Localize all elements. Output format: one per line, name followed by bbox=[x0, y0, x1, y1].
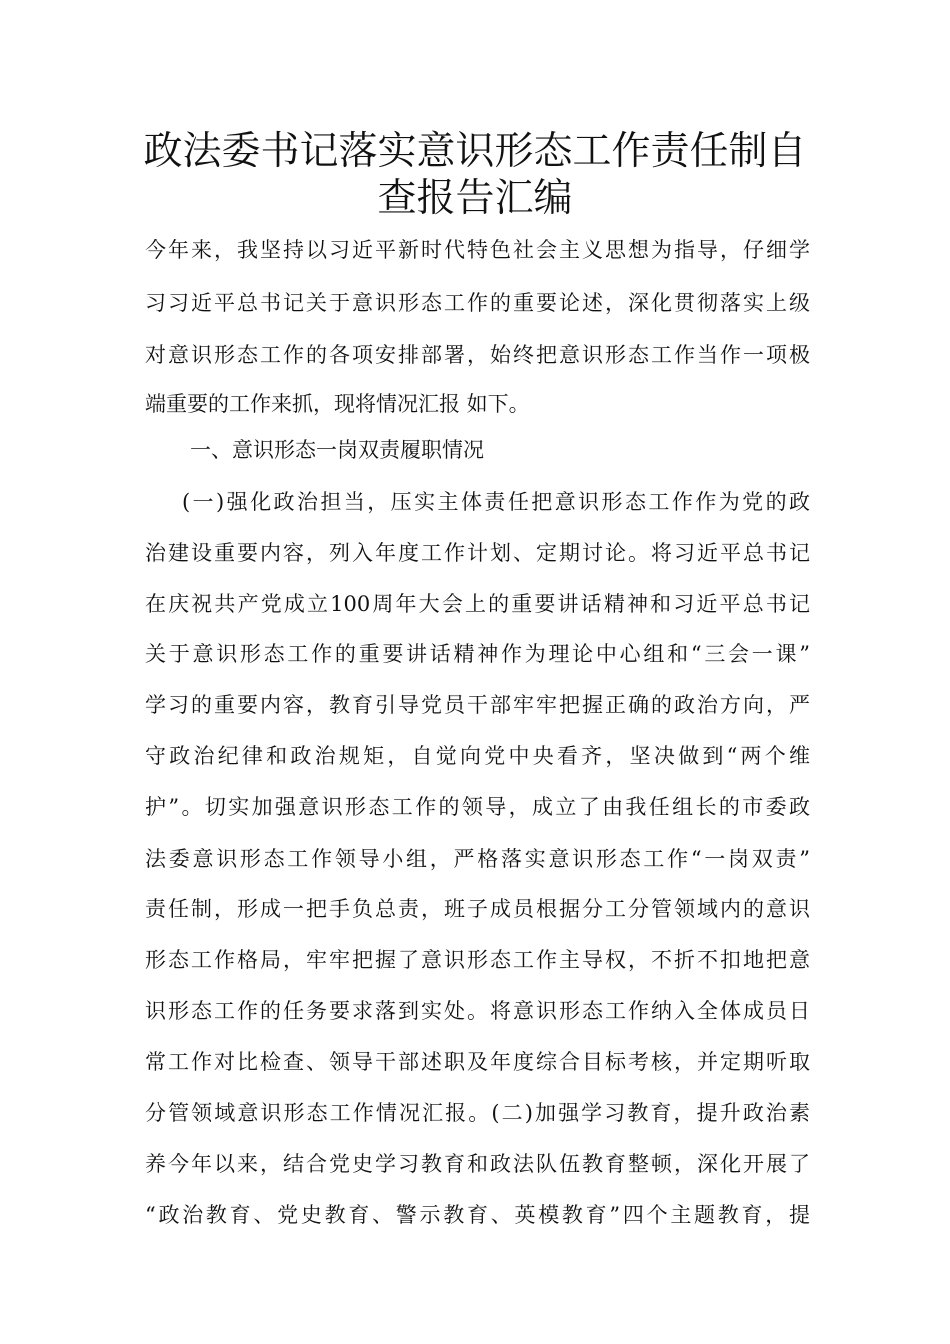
title-line-1: 政法委书记落实意识形态工作责任制自 bbox=[143, 129, 807, 174]
body-line: 责任制，形成一把手负总责，班子成员根据分工分管领域内的意识 bbox=[145, 897, 810, 921]
body-line: 习习近平总书记关于意识形态工作的重要论述，深化贯彻落实上级 bbox=[145, 291, 810, 315]
body-line: 关于意识形态工作的重要讲话精神作为理论中心组和“三会一课” bbox=[145, 642, 810, 666]
body-line: 常工作对比检查、领导干部述职及年度综合目标考核，并定期听取 bbox=[145, 1050, 810, 1074]
title-line-2: 查报告汇编 bbox=[377, 176, 573, 221]
section-heading: 一、意识形态一岗双责履职情况 bbox=[190, 438, 484, 462]
body-line: 守政治纪律和政治规矩，自觉向党中央看齐，坚决做到“两个维 bbox=[145, 744, 810, 768]
body-line: 形态工作格局，牢牢把握了意识形态工作主导权，不折不扣地把意 bbox=[145, 948, 810, 972]
body-line: 养今年以来，结合党史学习教育和政法队伍教育整顿，深化开展了 bbox=[145, 1152, 810, 1176]
body-line: 治建设重要内容，列入年度工作计划、定期讨论。将习近平总书记 bbox=[145, 541, 810, 565]
body-line: 今年来，我坚持以习近平新时代特色社会主义思想为指导，仔细学 bbox=[145, 238, 810, 262]
body-line: (一)强化政治担当，压实主体责任把意识形态工作作为党的政 bbox=[182, 490, 810, 514]
body-line: “政治教育、党史教育、警示教育、英模教育”四个主题教育，提 bbox=[145, 1203, 810, 1227]
body-line: 在庆祝共产党成立100周年大会上的重要讲话精神和习近平总书记 bbox=[145, 592, 810, 616]
body-line: 分管领域意识形态工作情况汇报。(二)加强学习教育，提升政治素 bbox=[145, 1101, 810, 1125]
body-line: 端重要的工作来抓，现将情况汇报 如下。 bbox=[145, 392, 530, 416]
body-line: 学习的重要内容，教育引导党员干部牢牢把握正确的政治方向，严 bbox=[145, 693, 810, 717]
body-line: 护”。切实加强意识形态工作的领导，成立了由我任组长的市委政 bbox=[145, 795, 810, 819]
body-line: 对意识形态工作的各项安排部署，始终把意识形态工作当作一项极 bbox=[145, 343, 810, 367]
document-title bbox=[100, 128, 850, 222]
body-line: 法委意识形态工作领导小组，严格落实意识形态工作“一岗双责” bbox=[145, 847, 810, 871]
body-line: 识形态工作的任务要求落到实处。将意识形态工作纳入全体成员日 bbox=[145, 999, 810, 1023]
